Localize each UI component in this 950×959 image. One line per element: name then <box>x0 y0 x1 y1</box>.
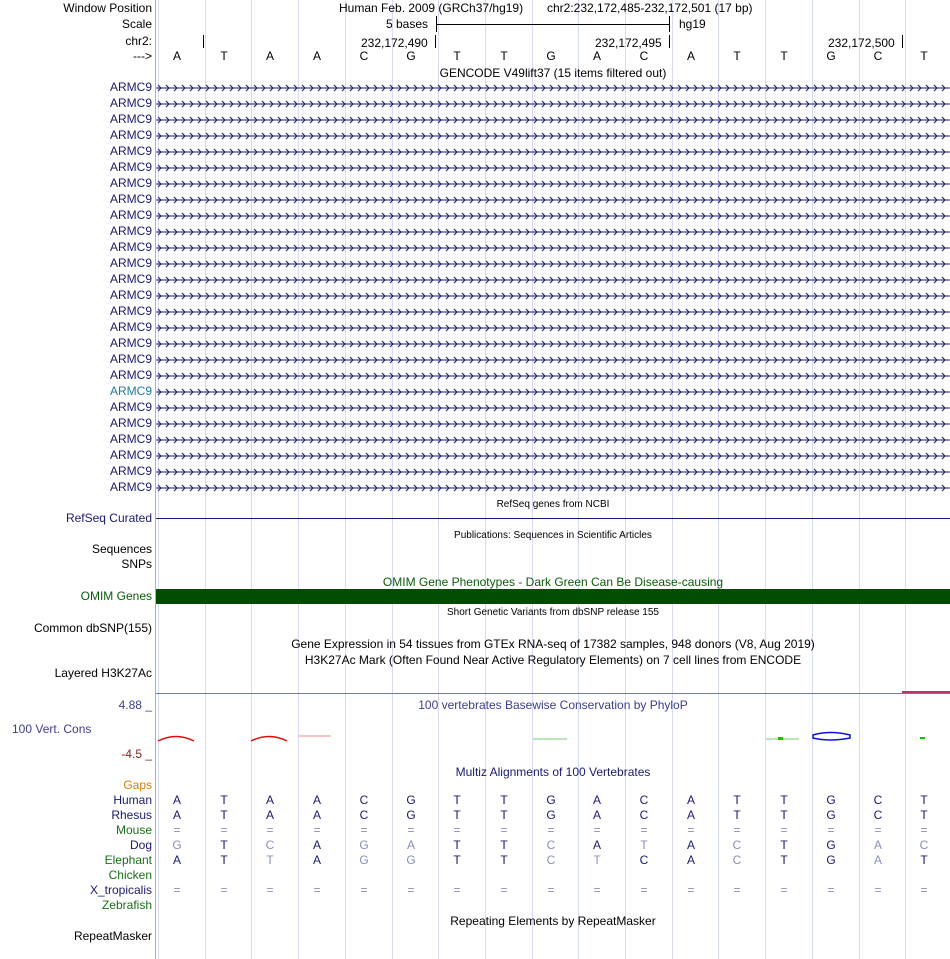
alignment-base: A <box>312 853 321 867</box>
species-label[interactable]: Chicken <box>108 868 152 882</box>
reference-base: A <box>312 49 321 63</box>
refseq-track-title[interactable]: RefSeq genes from NCBI <box>496 499 610 510</box>
alignment-base: A <box>592 838 601 852</box>
reference-base: A <box>686 49 695 63</box>
alignment-base: C <box>546 838 556 852</box>
alignment-base: T <box>733 808 741 822</box>
alignment-base: C <box>546 853 556 867</box>
refseq-feature-line[interactable] <box>156 518 950 519</box>
gene-label[interactable]: ARMC9 <box>109 304 152 318</box>
alignment-base: C <box>359 793 369 807</box>
h3k27ac-track-title[interactable]: H3K27Ac Mark (Often Found Near Active Regulatory Elements) on 7 cell lines from ENCODE <box>304 653 802 667</box>
alignment-base: = <box>313 883 321 897</box>
dbsnp-track-title[interactable]: Short Genetic Variants from dbSNP release 155 <box>447 607 659 618</box>
reference-base: C <box>359 49 369 63</box>
alignment-base: = <box>360 883 368 897</box>
alignment-base: T <box>780 838 788 852</box>
publications-track-title[interactable]: Publications: Sequences in Scientific Articles <box>454 530 652 541</box>
strand-label: ---> <box>133 49 152 63</box>
ruler-tick <box>435 35 436 48</box>
alignment-base: A <box>592 808 601 822</box>
gene-label[interactable]: ARMC9 <box>109 464 152 478</box>
gene-feature[interactable] <box>156 464 950 480</box>
alignment-base: = <box>687 883 695 897</box>
alignment-base: T <box>453 808 461 822</box>
alignment-base: A <box>312 808 321 822</box>
gene-label[interactable]: ARMC9 <box>109 384 152 398</box>
vert-cons-label[interactable]: 100 Vert. Cons <box>12 722 92 736</box>
ruler-tick-label: 232,172,500 <box>828 36 895 50</box>
common-dbsnp-label[interactable]: Common dbSNP(155) <box>33 621 152 635</box>
assembly-text: Human Feb. 2009 (GRCh37/hg19) <box>339 1 524 15</box>
track-data-panel <box>156 0 950 959</box>
gene-label[interactable]: ARMC9 <box>109 336 152 350</box>
gene-feature[interactable] <box>156 256 950 272</box>
alignment-base: C <box>639 793 649 807</box>
alignment-base: T <box>220 793 228 807</box>
scale-bar-right-tick <box>669 16 670 32</box>
alignment-base: T <box>220 838 228 852</box>
gene-feature[interactable] <box>156 128 950 144</box>
sequences-label[interactable]: Sequences <box>91 542 152 556</box>
gene-feature[interactable] <box>156 272 950 288</box>
gene-label[interactable]: ARMC9 <box>109 176 152 190</box>
alignment-base: G <box>826 853 836 867</box>
alignment-base: G <box>359 853 369 867</box>
alignment-base: T <box>500 793 508 807</box>
alignment-base: G <box>546 793 556 807</box>
alignment-base: A <box>312 838 321 852</box>
gene-feature[interactable] <box>156 112 950 128</box>
scale-label: Scale <box>121 17 152 31</box>
track-labels-panel <box>0 0 155 959</box>
position-text: chr2:232,172,485-232,172,501 (17 bp) <box>547 1 753 15</box>
alignment-base: T <box>453 853 461 867</box>
alignment-base: C <box>359 808 369 822</box>
alignment-base: = <box>220 823 228 837</box>
gaps-label: Gaps <box>123 778 152 792</box>
reference-base: T <box>220 49 228 63</box>
alignment-base: = <box>220 883 228 897</box>
phylop-top-line <box>156 693 950 694</box>
species-label[interactable]: Human <box>113 793 152 807</box>
reference-base: T <box>500 49 508 63</box>
reference-base: G <box>826 49 836 63</box>
alignment-base: = <box>874 883 882 897</box>
alignment-base: A <box>172 793 181 807</box>
alignment-base: G <box>826 808 836 822</box>
alignment-base: A <box>873 838 882 852</box>
gtex-track-title[interactable]: Gene Expression in 54 tissues from GTEx RNA-seq of 17382 samples, 948 donors (V8, Aug 2019) <box>291 637 815 651</box>
ruler-tick-label: 232,172,495 <box>595 36 662 50</box>
refseq-curated-label[interactable]: RefSeq Curated <box>65 511 152 525</box>
omim-feature-bar[interactable] <box>156 589 950 604</box>
phylop-green-peak <box>920 737 925 739</box>
alignment-base: = <box>547 823 555 837</box>
alignment-base: = <box>827 823 835 837</box>
phylop-red-arc <box>158 737 194 742</box>
gene-feature[interactable] <box>156 80 950 96</box>
gene-feature[interactable] <box>156 176 950 192</box>
alignment-base: C <box>873 808 883 822</box>
alignment-base: T <box>220 808 228 822</box>
window-position-label: Window Position <box>63 1 152 15</box>
alignment-base: = <box>593 823 601 837</box>
gene-feature[interactable] <box>156 240 950 256</box>
alignment-base: T <box>500 808 508 822</box>
alignment-base: A <box>265 808 274 822</box>
alignment-base: A <box>686 793 695 807</box>
alignment-base: G <box>172 838 182 852</box>
scale-text: 5 bases <box>386 17 429 31</box>
gene-feature[interactable] <box>156 480 950 496</box>
alignment-base: T <box>733 793 741 807</box>
gene-label[interactable]: ARMC9 <box>109 224 152 238</box>
gene-feature[interactable] <box>156 320 950 336</box>
gene-feature[interactable] <box>156 96 950 112</box>
reference-base: C <box>873 49 883 63</box>
reference-base: T <box>733 49 741 63</box>
gene-label[interactable]: ARMC9 <box>109 432 152 446</box>
alignment-base: = <box>500 823 508 837</box>
gene-label[interactable]: ARMC9 <box>109 96 152 110</box>
alignment-base: T <box>920 793 928 807</box>
alignment-base: T <box>640 838 648 852</box>
alignment-base: A <box>873 853 882 867</box>
alignment-base: = <box>407 823 415 837</box>
alignment-base: = <box>780 883 788 897</box>
alignment-base: T <box>920 808 928 822</box>
gene-feature[interactable] <box>156 304 950 320</box>
gene-feature[interactable] <box>156 400 950 416</box>
gene-feature[interactable] <box>156 352 950 368</box>
alignment-base: = <box>407 883 415 897</box>
gene-label[interactable]: ARMC9 <box>109 368 152 382</box>
alignment-base: T <box>780 853 788 867</box>
alignment-base: G <box>406 793 416 807</box>
gene-label[interactable]: ARMC9 <box>109 288 152 302</box>
alignment-base: = <box>640 823 648 837</box>
alignment-base: T <box>266 853 274 867</box>
alignment-base: T <box>500 853 508 867</box>
alignment-base: T <box>453 793 461 807</box>
multiz-track-title[interactable]: Multiz Alignments of 100 Vertebrates <box>455 765 651 779</box>
phylop-red-arc <box>251 737 287 742</box>
reference-base: T <box>920 49 928 63</box>
gene-feature[interactable] <box>156 416 950 432</box>
alignment-base: T <box>780 808 788 822</box>
alignment-base: C <box>265 838 275 852</box>
phylop-min-label: -4.5 _ <box>121 747 152 761</box>
reference-base: G <box>406 49 416 63</box>
alignment-base: = <box>360 823 368 837</box>
alignment-base: C <box>919 838 929 852</box>
alignment-base: A <box>265 793 274 807</box>
ruler-tick-label: 232,172,490 <box>361 36 428 50</box>
alignment-base: G <box>826 838 836 852</box>
alignment-base: = <box>874 823 882 837</box>
reference-base: T <box>453 49 461 63</box>
alignment-base: = <box>173 883 181 897</box>
ruler-tick <box>902 35 903 48</box>
gene-feature[interactable] <box>156 288 950 304</box>
reference-base: A <box>265 49 274 63</box>
scale-bar <box>436 24 669 25</box>
gene-feature[interactable] <box>156 384 950 400</box>
reference-base: G <box>546 49 556 63</box>
species-label[interactable]: Elephant <box>104 853 152 867</box>
alignment-base: = <box>500 883 508 897</box>
alignment-base: = <box>453 823 461 837</box>
alignment-base: = <box>780 823 788 837</box>
alignment-base: G <box>406 808 416 822</box>
gene-label[interactable]: ARMC9 <box>109 272 152 286</box>
species-label[interactable]: X_tropicalis <box>89 883 152 897</box>
alignment-base: C <box>639 808 649 822</box>
alignment-base: T <box>780 793 788 807</box>
gene-label[interactable]: ARMC9 <box>109 144 152 158</box>
alignment-base: G <box>359 838 369 852</box>
species-label[interactable]: Zebrafish <box>101 898 152 912</box>
alignment-base: A <box>172 853 181 867</box>
alignment-base: = <box>453 883 461 897</box>
alignment-base: = <box>920 883 928 897</box>
gene-label[interactable]: ARMC9 <box>109 80 152 94</box>
alignment-base: = <box>920 823 928 837</box>
ruler-tick <box>669 35 670 48</box>
alignment-base: = <box>640 883 648 897</box>
alignment-base: C <box>732 853 742 867</box>
alignment-base: = <box>313 823 321 837</box>
reference-base: A <box>592 49 601 63</box>
alignment-base: C <box>732 838 742 852</box>
alignment-base: A <box>686 808 695 822</box>
alignment-base: = <box>266 883 274 897</box>
alignment-base: A <box>686 838 695 852</box>
alignment-base: = <box>733 883 741 897</box>
alignment-base: = <box>173 823 181 837</box>
alignment-base: = <box>733 823 741 837</box>
alignment-base: = <box>827 883 835 897</box>
alignment-base: C <box>639 853 649 867</box>
chrom-label: chr2: <box>125 34 152 48</box>
layered-h3k27ac-label[interactable]: Layered H3K27Ac <box>54 666 152 680</box>
gene-feature[interactable] <box>156 336 950 352</box>
gene-feature[interactable] <box>156 224 950 240</box>
gene-label[interactable]: ARMC9 <box>109 256 152 270</box>
alignment-base: G <box>826 793 836 807</box>
alignment-base: A <box>592 793 601 807</box>
gene-label[interactable]: ARMC9 <box>109 320 152 334</box>
alignment-base: A <box>686 853 695 867</box>
species-label[interactable]: Rhesus <box>111 808 152 822</box>
reference-base: A <box>172 49 181 63</box>
alignment-base: G <box>406 853 416 867</box>
gene-label[interactable]: ARMC9 <box>109 112 152 126</box>
gene-label[interactable]: ARMC9 <box>109 192 152 206</box>
ruler-tick <box>203 35 204 48</box>
alignment-base: = <box>266 823 274 837</box>
gene-label[interactable]: ARMC9 <box>109 128 152 142</box>
gene-label[interactable]: ARMC9 <box>109 400 152 414</box>
omim-genes-label[interactable]: OMIM Genes <box>80 589 152 603</box>
reference-base: C <box>639 49 649 63</box>
species-label[interactable]: Dog <box>129 838 152 852</box>
alignment-base: = <box>547 883 555 897</box>
alignment-base: G <box>546 808 556 822</box>
alignment-base: T <box>453 838 461 852</box>
gene-feature[interactable] <box>156 160 950 176</box>
scale-db-text: hg19 <box>679 17 706 31</box>
gene-label[interactable]: ARMC9 <box>109 416 152 430</box>
alignment-base: A <box>312 793 321 807</box>
repeatmasker-label[interactable]: RepeatMasker <box>73 929 152 943</box>
alignment-base: T <box>220 853 228 867</box>
gene-feature[interactable] <box>156 432 950 448</box>
gene-feature[interactable] <box>156 192 950 208</box>
snps-label[interactable]: SNPs <box>121 557 152 571</box>
gene-label[interactable]: ARMC9 <box>109 208 152 222</box>
phylop-wiggle <box>156 728 950 748</box>
alignment-base: T <box>593 853 601 867</box>
reference-base: T <box>780 49 788 63</box>
alignment-base: A <box>172 808 181 822</box>
gene-feature[interactable] <box>156 144 950 160</box>
alignment-base: T <box>500 838 508 852</box>
alignment-base: = <box>593 883 601 897</box>
phylop-max-label: 4.88 _ <box>118 698 152 712</box>
gene-label[interactable]: ARMC9 <box>109 352 152 366</box>
gencode-track-title[interactable]: GENCODE V49lift37 (15 items filtered out) <box>439 66 667 80</box>
phylop-blue-shape <box>813 733 850 741</box>
alignment-base: = <box>687 823 695 837</box>
gene-feature[interactable] <box>156 208 950 224</box>
gene-feature[interactable] <box>156 368 950 384</box>
gene-label[interactable]: ARMC9 <box>109 448 152 462</box>
gene-label[interactable]: ARMC9 <box>109 160 152 174</box>
omim-track-title[interactable]: OMIM Gene Phenotypes - Dark Green Can Be Disease-causing <box>382 575 724 589</box>
alignment-base: C <box>873 793 883 807</box>
phylop-green-peak <box>778 737 783 740</box>
alignment-base: A <box>406 838 415 852</box>
gene-label[interactable]: ARMC9 <box>109 480 152 494</box>
repeatmasker-track-title[interactable]: Repeating Elements by RepeatMasker <box>450 914 656 928</box>
gene-label[interactable]: ARMC9 <box>109 240 152 254</box>
gene-feature[interactable] <box>156 448 950 464</box>
phylop-peak <box>902 691 950 693</box>
alignment-base: T <box>920 853 928 867</box>
species-label[interactable]: Mouse <box>115 823 152 837</box>
phylop-track-title[interactable]: 100 vertebrates Basewise Conservation by PhyloP <box>418 698 688 712</box>
